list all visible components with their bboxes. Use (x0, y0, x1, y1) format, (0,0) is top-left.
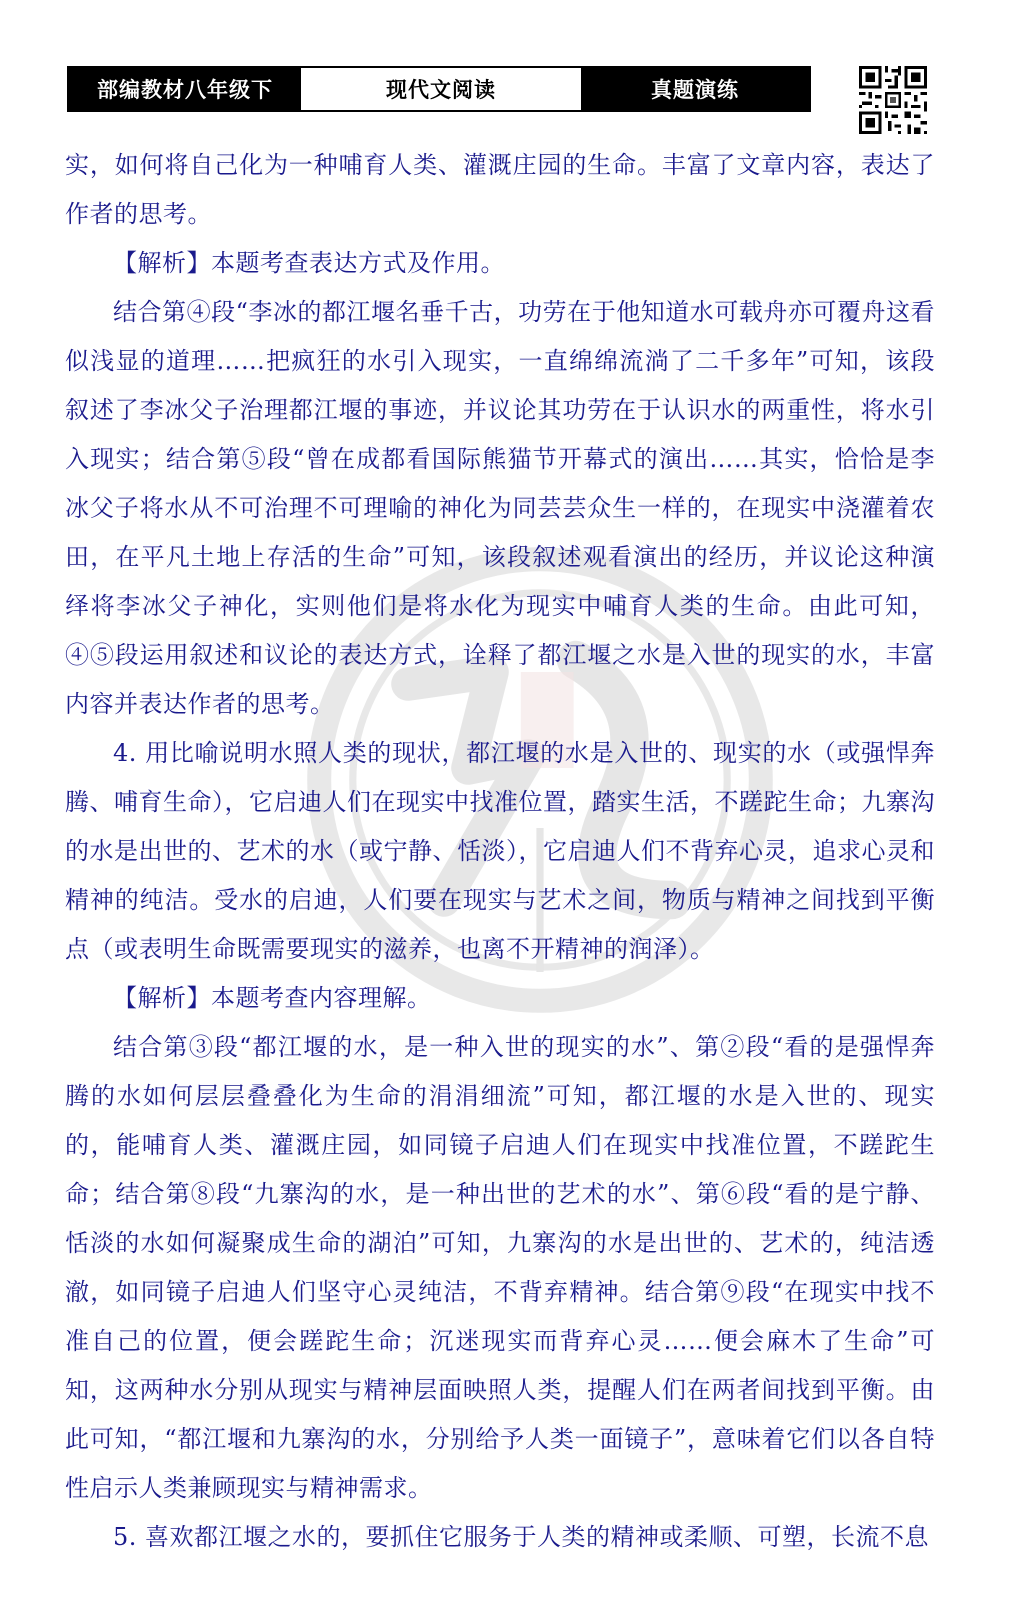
text-paragraph: 结合第③段“都江堰的水，是一种入世的现实的水”、第②段“看的是强悍奔腾的水如何层层叠叠化为生命的涓涓细流”可知，都江堰的水是入世的、现实的，能哺育人类、灌溉庄园，如同镜子启迪人们在现实中找准位置，不蹉跎生命；结合第⑧段“九寨沟的水，是一种出世的艺术的水”、第⑥段“看的是宁静、恬淡的水如何凝聚成生命的湖泊”可知，九寨沟的水是出世的、艺术的，纯洁透澈，如同镜子启迪人们坚守心灵纯洁，不背弃精神。结合第⑨段“在现实中找不准自己的位置，便会蹉跎生命；沉迷现实而背弃心灵……便会麻木了生命”可知，这两种水分别从现实与精神层面映照人类，提醒人们在两者间找到平衡。由此可知，“都江堰和九寨沟的水，分别给予人类一面镜子”，意味着它们以各自特性启示人类兼顾现实与精神需求。 (65, 1033, 935, 1502)
analysis-heading: 【解析】本题考查内容理解。 (113, 984, 432, 1012)
answer-text-body (65, 141, 935, 1562)
text-paragraph: 实，如何将自己化为一种哺育人类、灌溉庄园的生命。丰富了文章内容，表达了作者的思考。 (65, 151, 935, 228)
analysis-heading: 【解析】本题考查表达方式及作用。 (113, 249, 505, 277)
text-paragraph: 结合第④段“李冰的都江堰名垂千古，功劳在于他知道水可载舟亦可覆舟这看似浅显的道理……把疯狂的水引入现实，一直绵绵流淌了二千多年”可知，该段叙述了李冰父子治理都江堰的事迹，并议论其功劳在于认识水的两重性，将水引入现实；结合第⑤段“曾在成都看国际熊猫节开幕式的演出……其实，恰恰是李冰父子将水从不可治理不可理喻的神化为同芸芸众生一样的，在现实中浇灌着农田，在平凡土地上存活的生命”可知，该段叙述观看演出的经历，并议论这种演绎将李冰父子神化，实则他们是将水化为现实中哺育人类的生命。由此可知，④⑤段运用叙述和议论的表达方式，诠释了都江堰之水是入世的现实的水，丰富内容并表达作者的思考。 (65, 298, 935, 718)
qr-code-icon[interactable] (859, 66, 927, 134)
header-section-label: 真题演练 (581, 68, 809, 110)
answer-item-5: 5. 喜欢都江堰之水的，要抓住它服务于人类的精神或柔顺、可塑，长流不息 (113, 1523, 930, 1551)
answer-item-4: 4. 用比喻说明水照人类的现状，都江堰的水是入世的、现实的水（或强悍奔腾、哺育生命），它启迪人们在现实中找准位置，踏实生活，不蹉跎生命；九寨沟的水是出世的、艺术的水（或宁静、恬淡），它启迪人们不背弃心灵，追求心灵和精神的纯洁。受水的启迪，人们要在现实与艺术之间，物质与精神之间找到平衡点（或表明生命既需要现实的滋养，也离不开精神的润泽）。 (65, 739, 935, 963)
header-subject-label: 现代文阅读 (301, 68, 581, 110)
header-book-label: 部编教材八年级下 (69, 68, 301, 110)
header-bar (67, 66, 811, 112)
